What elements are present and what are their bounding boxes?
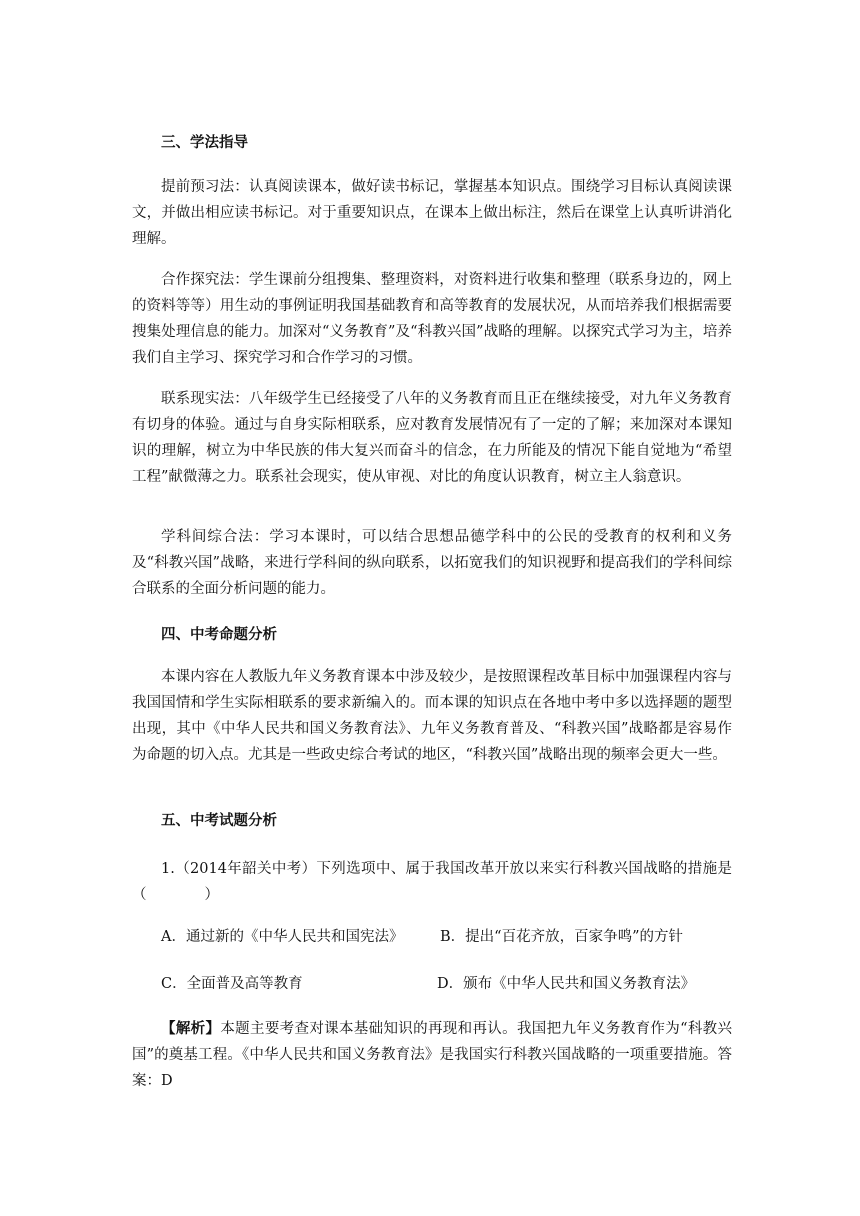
- section-heading-exam-questions: 五、中考试题分析: [161, 813, 277, 829]
- option-d: D．颁布《中华人民共和国义务教育法》: [437, 976, 696, 992]
- paragraph-exam-analysis: 本课内容在人教版九年义务教育课本中涉及较少，是按照课程改革目标中加强课程内容与我国国情和学生实际相联系的要求新编入的。而本课的知识点在各地中考中多以选择题的题型出现，其中《中华人民共和国义务教育法》、九年义务教育普及、“科教兴国”战略都是容易作为命题的切入点。尤其是一些政史综合考试的地区，“科教兴国”战略出现的频率会更大一些。: [132, 669, 732, 763]
- paragraph-cooperative-method: 合作探究法：学生课前分组搜集、整理资料，对资料进行收集和整理（联系身边的，网上的资料等等）用生动的事例证明我国基础教育和高等教育的发展状况，从而培养我们根据需要搜集处理信息的能力。加深对“义务教育”及“科教兴国”战略的理解。以探究式学习为主，培养我们自主学习、探究学习和合作学习的习惯。: [132, 272, 732, 366]
- explanation-tag: 【解析】: [161, 1020, 221, 1037]
- option-c: C．全面普及高等教育: [161, 976, 303, 992]
- paragraph-reality-method: 联系现实法：八年级学生已经接受了八年的义务教育而且正在继续接受，对九年义务教育有切身的体验。通过与自身实际相联系，应对教育发展情况有了一定的了解；来加深对本课知识的理解，树立为中华民族的伟大复兴而奋斗的信念，在力所能及的情况下能自觉地为“希望工程”献微薄之力。联系社会现实，使从审视、对比的角度认识教育，树立主人翁意识。: [132, 391, 732, 485]
- question-stem: 1.（2014年韶关中考）下列选项中、属于我国改革开放以来实行科教兴国战略的措施是（ ）: [132, 861, 732, 903]
- paragraph-preview-method: 提前预习法：认真阅读课本，做好读书标记，掌握基本知识点。围绕学习目标认真阅读课文，并做出相应读书标记。对于重要知识点，在课本上做出标注，然后在课堂上认真听讲消化理解。: [132, 179, 732, 247]
- section-heading-study-methods: 三、学法指导: [161, 135, 248, 151]
- paragraph-interdisciplinary-method: 学科间综合法：学习本课时，可以结合思想品德学科中的公民的受教育的权利和义务及“科教兴国”战略，来进行学科间的纵向联系，以拓宽我们的知识视野和提高我们的学科间综合联系的全面分析问题的能力。: [132, 529, 732, 597]
- section-heading-exam-analysis: 四、中考命题分析: [161, 627, 277, 643]
- explanation-text: 本题主要考查对课本基础知识的再现和再认。我国把九年义务教育作为“科教兴国”的奠基工程。《中华人民共和国义务教育法》是我国实行科教兴国战略的一项重要措施。答案：D: [132, 1021, 732, 1089]
- answer-explanation: [132, 1016, 732, 1094]
- option-a: A．通过新的《中华人民共和国宪法》: [161, 929, 404, 945]
- option-b: B．提出“百花齐放，百家争鸣”的方针: [440, 929, 683, 945]
